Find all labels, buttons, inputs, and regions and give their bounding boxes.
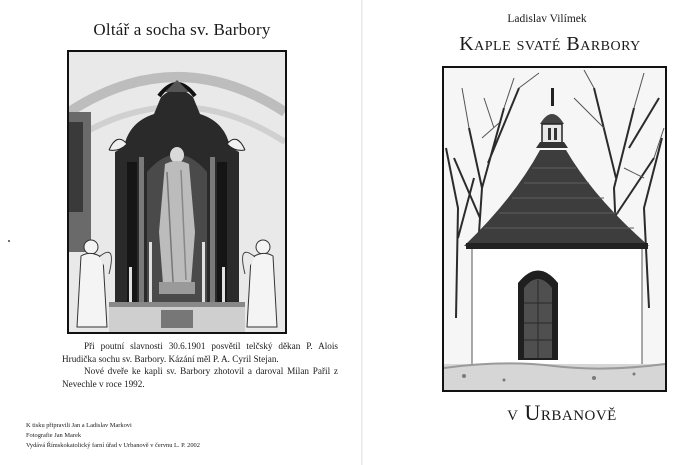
altar-section-title: Oltář a socha sv. Barbory (93, 20, 271, 39)
scan-speck (8, 240, 10, 242)
right-page (362, 0, 700, 465)
chapel-photo (442, 66, 667, 392)
cover-title: Kaple svaté Barbory (459, 33, 641, 55)
altar-photo (67, 50, 287, 334)
altar-description (62, 340, 338, 390)
credit-editors: K tisku připravili Jan a Ladislav Markovi (26, 422, 132, 429)
chapel-illustration (444, 68, 665, 390)
altar-statue-illustration (69, 52, 285, 332)
credit-photography: Fotografie Jan Marek (26, 432, 82, 439)
credit-publisher: Vydává Římskokatolický farní úřad v Urbanově v červnu L. P. 2002 (26, 442, 200, 449)
publication-credits (26, 421, 326, 451)
author-name: Ladislav Vilímek (507, 13, 587, 25)
cover-subtitle: v Urbanově (507, 400, 617, 425)
paragraph-blessing: Při poutní slavnosti 30.6.1901 posvětil telčský děkan P. Alois Hrudička sochu sv. Barbory. Kázání měl P. A. Cyril Stejan. (62, 341, 338, 364)
paragraph-doors: Nové dveře ke kapli sv. Barbory zhotovil a daroval Milan Pařil z Nevechle v roce 1992. (62, 366, 338, 389)
